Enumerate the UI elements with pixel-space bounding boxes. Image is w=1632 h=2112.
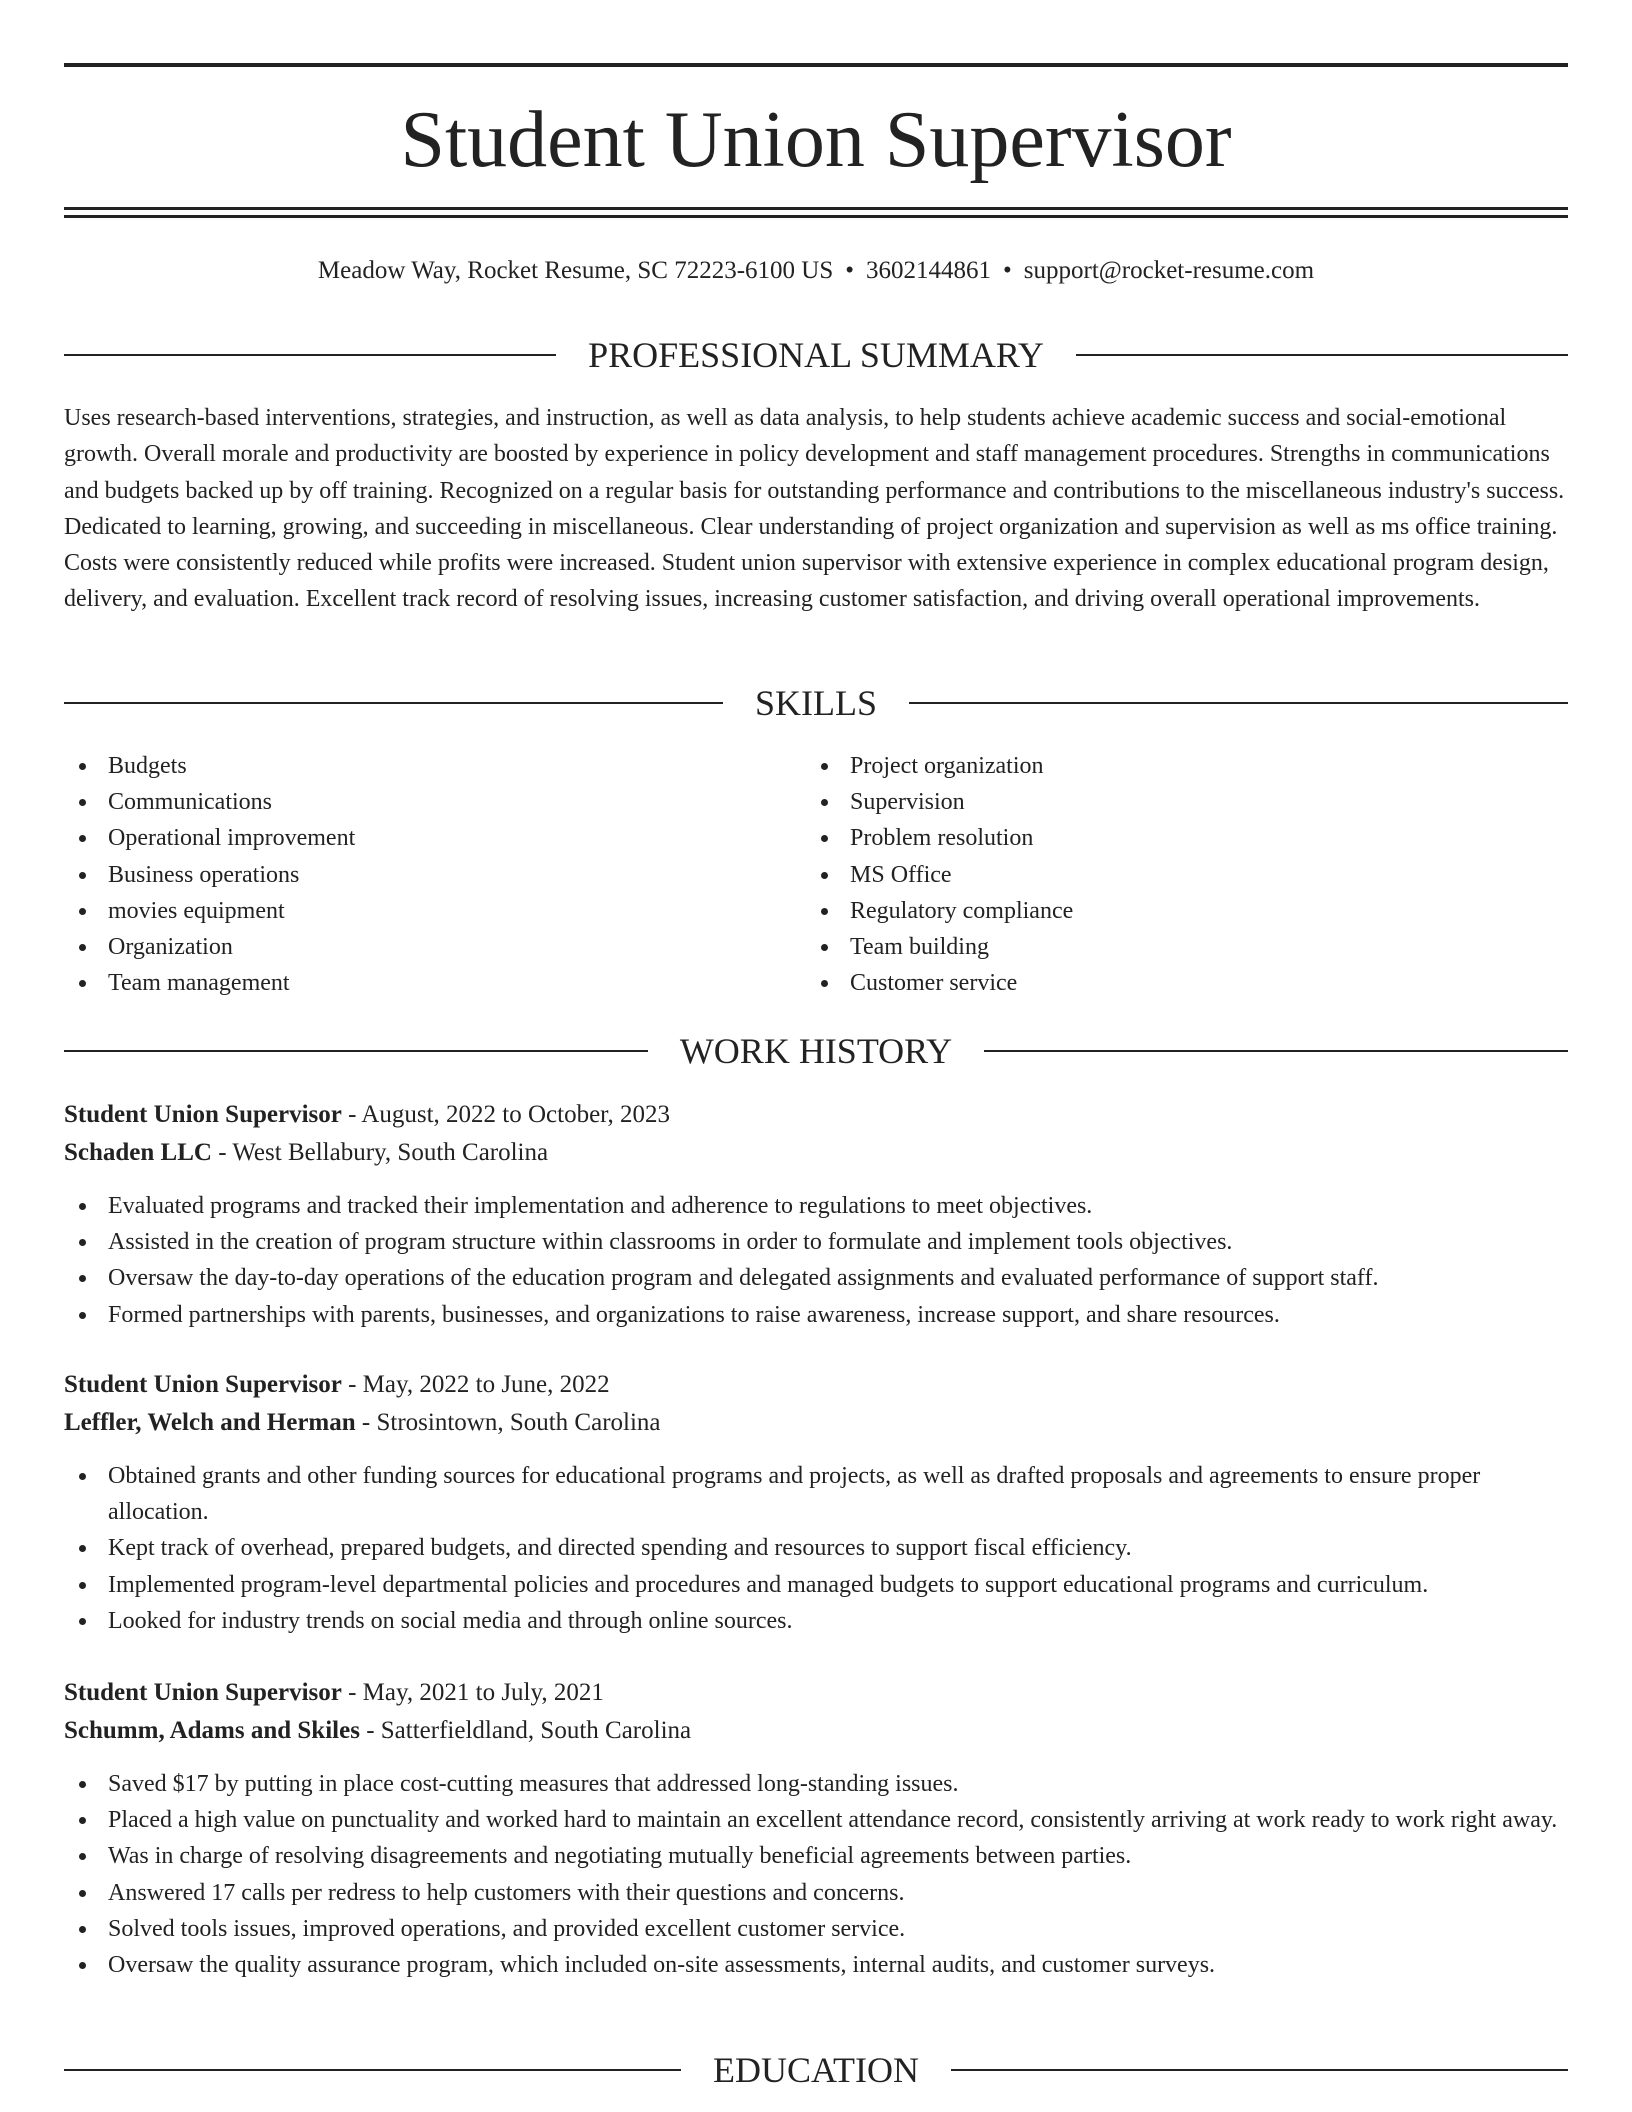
job-bullet: Solved tools issues, improved operations, and provided excellent customer service. bbox=[64, 1911, 1568, 1947]
heading-rule bbox=[909, 702, 1568, 704]
skill-item: Budgets bbox=[64, 748, 764, 784]
job-dates: - May, 2021 to July, 2021 bbox=[341, 1679, 604, 1706]
job-company: Schumm, Adams and Skiles bbox=[64, 1717, 360, 1744]
top-rule bbox=[64, 63, 1568, 67]
job-bullet: Was in charge of resolving disagreements and negotiating mutually beneficial agreements between parties. bbox=[64, 1838, 1568, 1874]
skill-item: MS Office bbox=[806, 857, 1506, 893]
job-dates: - August, 2022 to October, 2023 bbox=[341, 1101, 670, 1128]
job-location: - West Bellabury, South Carolina bbox=[211, 1139, 549, 1166]
skill-item: Customer service bbox=[806, 965, 1506, 1001]
heading-rule bbox=[64, 354, 556, 356]
skill-item: Operational improvement bbox=[64, 820, 764, 856]
job-bullet: Assisted in the creation of program structure within classrooms in order to formulate and implement tools objectives. bbox=[64, 1224, 1568, 1260]
job-bullets bbox=[64, 1766, 1568, 1983]
job-title: Student Union Supervisor bbox=[64, 1679, 342, 1706]
heading-rule bbox=[951, 2069, 1568, 2071]
job-title-line bbox=[64, 1096, 1568, 1134]
heading-rule bbox=[1076, 354, 1568, 356]
skills-list-right bbox=[806, 748, 1506, 1001]
contact-separator: • bbox=[1003, 257, 1012, 284]
heading-rule bbox=[64, 1050, 648, 1052]
skill-item: Organization bbox=[64, 929, 764, 965]
job-bullets bbox=[64, 1188, 1568, 1333]
job-company-line bbox=[64, 1712, 1568, 1750]
job-dates: - May, 2022 to June, 2022 bbox=[341, 1371, 610, 1398]
job-title-line bbox=[64, 1366, 1568, 1404]
section-heading-work-history bbox=[64, 1031, 1568, 1071]
skill-item: Team building bbox=[806, 929, 1506, 965]
job-bullet: Evaluated programs and tracked their implementation and adherence to regulations to meet objectives. bbox=[64, 1188, 1568, 1224]
skill-item: movies equipment bbox=[64, 893, 764, 929]
skills-list-left bbox=[64, 748, 764, 1001]
skill-item: Project organization bbox=[806, 748, 1506, 784]
heading-rule bbox=[64, 2069, 681, 2071]
section-heading-education bbox=[64, 2050, 1568, 2090]
job-title: Student Union Supervisor bbox=[64, 1371, 342, 1398]
contact-separator: • bbox=[845, 257, 854, 284]
job-title: Student Union Supervisor bbox=[64, 1101, 342, 1128]
job-location: - Satterfieldland, South Carolina bbox=[359, 1717, 692, 1744]
job-entry bbox=[64, 1096, 1568, 1333]
section-title: EDUCATION bbox=[713, 2050, 919, 2090]
heading-rule bbox=[64, 702, 723, 704]
job-company: Schaden LLC bbox=[64, 1139, 212, 1166]
job-bullet: Formed partnerships with parents, businesses, and organizations to raise awareness, increase support, and share resources. bbox=[64, 1297, 1568, 1333]
job-location: - Strosintown, South Carolina bbox=[355, 1409, 661, 1436]
skill-item: Problem resolution bbox=[806, 820, 1506, 856]
title-rule-lower bbox=[64, 215, 1568, 218]
job-bullet: Looked for industry trends on social media and through online sources. bbox=[64, 1603, 1568, 1639]
section-title: SKILLS bbox=[755, 683, 878, 723]
job-company-line bbox=[64, 1404, 1568, 1442]
job-bullet: Oversaw the quality assurance program, which included on-site assessments, internal audits, and customer surveys. bbox=[64, 1947, 1568, 1983]
skill-item: Business operations bbox=[64, 857, 764, 893]
title-rule-upper bbox=[64, 207, 1568, 210]
job-bullet: Implemented program-level departmental policies and procedures and managed budgets to support educational programs and curriculum. bbox=[64, 1567, 1568, 1603]
job-bullet: Obtained grants and other funding sources for educational programs and projects, as well as drafted proposals and agreements to ensure proper allocation. bbox=[64, 1458, 1568, 1530]
section-heading-summary bbox=[64, 335, 1568, 375]
summary-text: Uses research-based interventions, strategies, and instruction, as well as data analysis, to help students achieve academic success and social-emotional growth. Overall morale and productivity are boosted by experience in policy development and staff management procedures. Strengths in communications and budgets backed up by off training. Recognized on a regular basis for outstanding performance and contributions to the miscellaneous industry's success. Dedicated to learning, growing, and succeeding in miscellaneous. Clear understanding of project organization and supervision as well as ms office training. Costs were consistently reduced while profits were increased. Student union supervisor with extensive experience in complex educational program design, delivery, and evaluation. Excellent track record of resolving issues, increasing customer satisfaction, and driving overall operational improvements. bbox=[64, 405, 1565, 613]
skill-item: Regulatory compliance bbox=[806, 893, 1506, 929]
job-bullet: Answered 17 calls per redress to help customers with their questions and concerns. bbox=[64, 1875, 1568, 1911]
contact-line bbox=[0, 254, 1632, 288]
section-heading-skills bbox=[64, 683, 1568, 723]
job-bullets bbox=[64, 1458, 1568, 1639]
contact-phone: 3602144861 bbox=[866, 257, 991, 284]
contact-address: Meadow Way, Rocket Resume, SC 72223-6100 US bbox=[317, 257, 834, 284]
job-company-line bbox=[64, 1134, 1568, 1172]
section-title: PROFESSIONAL SUMMARY bbox=[588, 335, 1044, 375]
page-title: Student Union Supervisor bbox=[400, 96, 1232, 184]
job-bullet: Placed a high value on punctuality and worked hard to maintain an excellent attendance record, consistently arriving at work ready to work right away. bbox=[64, 1802, 1568, 1838]
job-bullet: Kept track of overhead, prepared budgets, and directed spending and resources to support fiscal efficiency. bbox=[64, 1530, 1568, 1566]
contact-email: support@rocket-resume.com bbox=[1023, 257, 1315, 284]
section-title: WORK HISTORY bbox=[679, 1031, 953, 1071]
job-title-line bbox=[64, 1674, 1568, 1712]
skill-item: Supervision bbox=[806, 784, 1506, 820]
job-bullet: Oversaw the day-to-day operations of the education program and delegated assignments and evaluated performance of support staff. bbox=[64, 1260, 1568, 1296]
job-bullet: Saved $17 by putting in place cost-cutting measures that addressed long-standing issues. bbox=[64, 1766, 1568, 1802]
heading-rule bbox=[984, 1050, 1568, 1052]
job-entry bbox=[64, 1366, 1568, 1639]
skill-item: Communications bbox=[64, 784, 764, 820]
job-company: Leffler, Welch and Herman bbox=[64, 1409, 356, 1436]
skill-item: Team management bbox=[64, 965, 764, 1001]
job-entry bbox=[64, 1674, 1568, 1983]
